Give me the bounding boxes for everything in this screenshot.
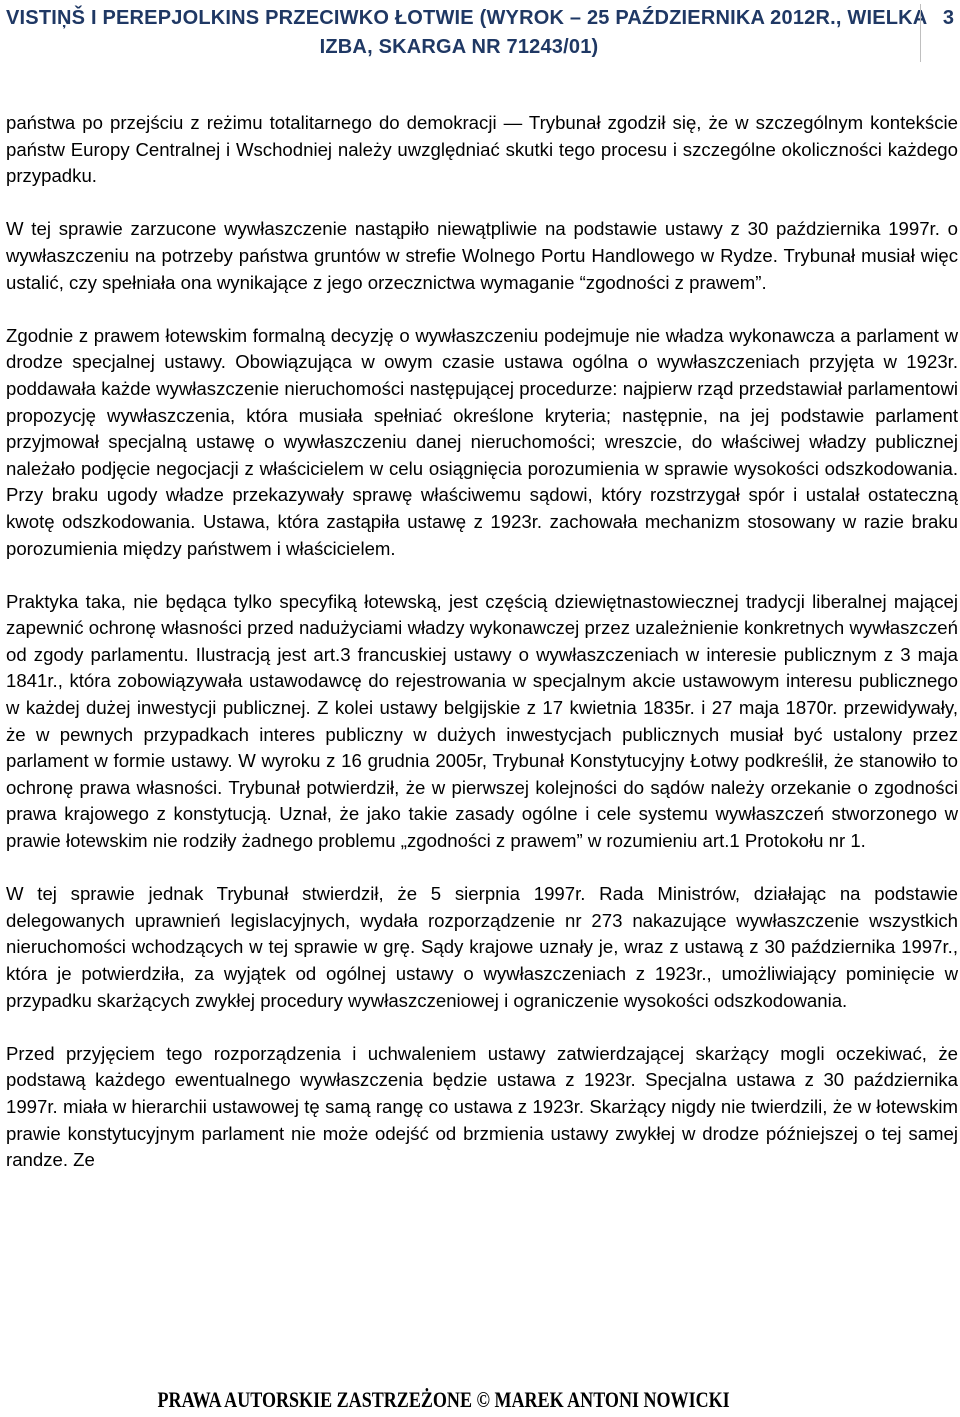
document-body [6, 110, 958, 1200]
paragraph: W tej sprawie zarzucone wywłaszczenie nastąpiło niewątpliwie na podstawie ustawy z 30 października 1997r. o wywłaszczeniu na potrzeby państwa gruntów w strefie Wolnego Portu Handlowego w Rydze. Trybunał musiał więc ustalić, czy spełniała ona wynikające z jego orzecznictwa wymaganie “zgodności z prawem”. [6, 218, 958, 293]
footer-copyright-text: PRAWA AUTORSKIE ZASTRZEŻONE [157, 1387, 472, 1412]
paragraph: W tej sprawie jednak Trybunał stwierdził, że 5 sierpnia 1997r. Rada Ministrów, działając na podstawie delegowanych uprawnień legislacyjnych, wydała rozporządzenie nr 273 nakazujące wywłaszczenie wszystkich nieruchomości wchodzących w tej sprawie w grę. Sądy krajowe uznały je, wraz z ustawą z 30 października 1997r., która je potwierdziła, za wyjątek od ogólnej ustawy o wywłaszczeniach z 1923r., umożliwiający pominięcie w przypadku skarżących zwykłej procedury wywłaszczeniowej i ograniczenie wysokości odszkodowania. [6, 883, 958, 1011]
paragraph: Praktyka taka, nie będąca tylko specyfiką łotewską, jest częścią dziewiętnastowiecznej tradycji liberalnej mającej zapewnić ochronę własności przed nadużyciami władzy wykonawczej przez uzależnienie konkretnych wywłaszczeń od zgody parlamentu. Ilustracją jest art.3 francuskiej ustawy o wywłaszczeniach w interesie publicznym z 3 maja 1841r., która zobowiązywała ustawodawcę do rejestrowania w specjalnym akcie ustawowym interesu publicznego w każdej dużej inwestycji publicznej. Z kolei ustawy belgijskie z 17 kwietnia 1835r. i 27 maja 1870r. przewidywały, że w pewnych przypadkach interes publiczny w dużych inwestycjach publicznych musiał być ustalony przez parlament w formie ustawy. W wyroku z 16 grudnia 2005r, Trybunał Konstytucyjny Łotwy podkreślił, że stanowiło to ochronę prawa własności. Trybunał potwierdził, że w pierwszej kolejności do sądów należy orzekanie o zgodności prawa krajowego z konstytucją. Uznał, że jako takie zasady ogólne i cele systemu wywłaszczeń stworzonego w prawie łotewskim nie rodziły żadnego problemu „zgodności z prawem” w rozumieniu art.1 Protokołu nr 1. [6, 590, 958, 852]
page-footer [0, 1387, 887, 1413]
page-number: 3 [920, 4, 960, 62]
footer-author: MAREK ANTONI NOWICKI [494, 1387, 730, 1412]
copyright-icon: © [476, 1387, 490, 1412]
paragraph: Zgodnie z prawem łotewskim formalną decyzję o wywłaszczeniu podejmuje nie władza wykonawcza a parlament w drodze specjalnej ustawy. Obowiązująca w owym czasie ustawa ogólna o wywłaszczeniach przyjęta w 1923r. poddawała każde wywłaszczenie nieruchomości następującej procedurze: najpierw rząd przedstawiał parlamentowi propozycję wywłaszczenia, która musiała spełniać określone kryteria; następnie, na jej podstawie parlament przyjmował specjalną ustawę o wywłaszczeniu danej nieruchomości; wreszcie, do właściwej władzy publicznej należało podjęcie negocjacji z właścicielem w celu osiągnięcia porozumienia w sprawie wysokości odszkodowania. Przy braku ugody władze przekazywały sprawę właściwemu sądowi, który rozstrzygał spór i ustalał ostateczną kwotę odszkodowania. Ustawa, która zastąpiła ustawę z 1923r. zachowała mechanizm stosowany w razie braku porozumienia między państwem i właścicielem. [6, 324, 958, 559]
paragraph: państwa po przejściu z reżimu totalitarnego do demokracji — Trybunał zgodził się, że w szczególnym kontekście państw Europy Centralnej i Wschodniej należy uwzględniać skutki tego procesu i szczególne okoliczności każdego przypadku. [6, 112, 958, 187]
header-title-line-1: VISTIŅŠ I PEREPJOLKINS PRZECIWKO ŁOTWIE (WYROK – 25 PAŹDZIERNIKA 2012R., WIELKA [6, 7, 928, 29]
paragraph: Przed przyjęciem tego rozporządzenia i uchwaleniem ustawy zatwierdzającej skarżący mogli oczekiwać, że podstawą każdego ewentualnego wywłaszczenia będzie ustawa z 1923r. Specjalna ustawa z 30 października 1997r. miała w hierarchii ustawowej tę samą rangę co ustawa z 1923r. Skarżący nigdy nie twierdzili, że w łotewskim prawie konstytucyjnym parlament nie może odejść od brzmienia ustawy zwykłej w drodze późniejszej o tej samej randze. Ze [6, 1042, 958, 1171]
header-title-line-2: IZBA, SKARGA NR 71243/01) [319, 36, 599, 58]
page-header [6, 4, 928, 64]
